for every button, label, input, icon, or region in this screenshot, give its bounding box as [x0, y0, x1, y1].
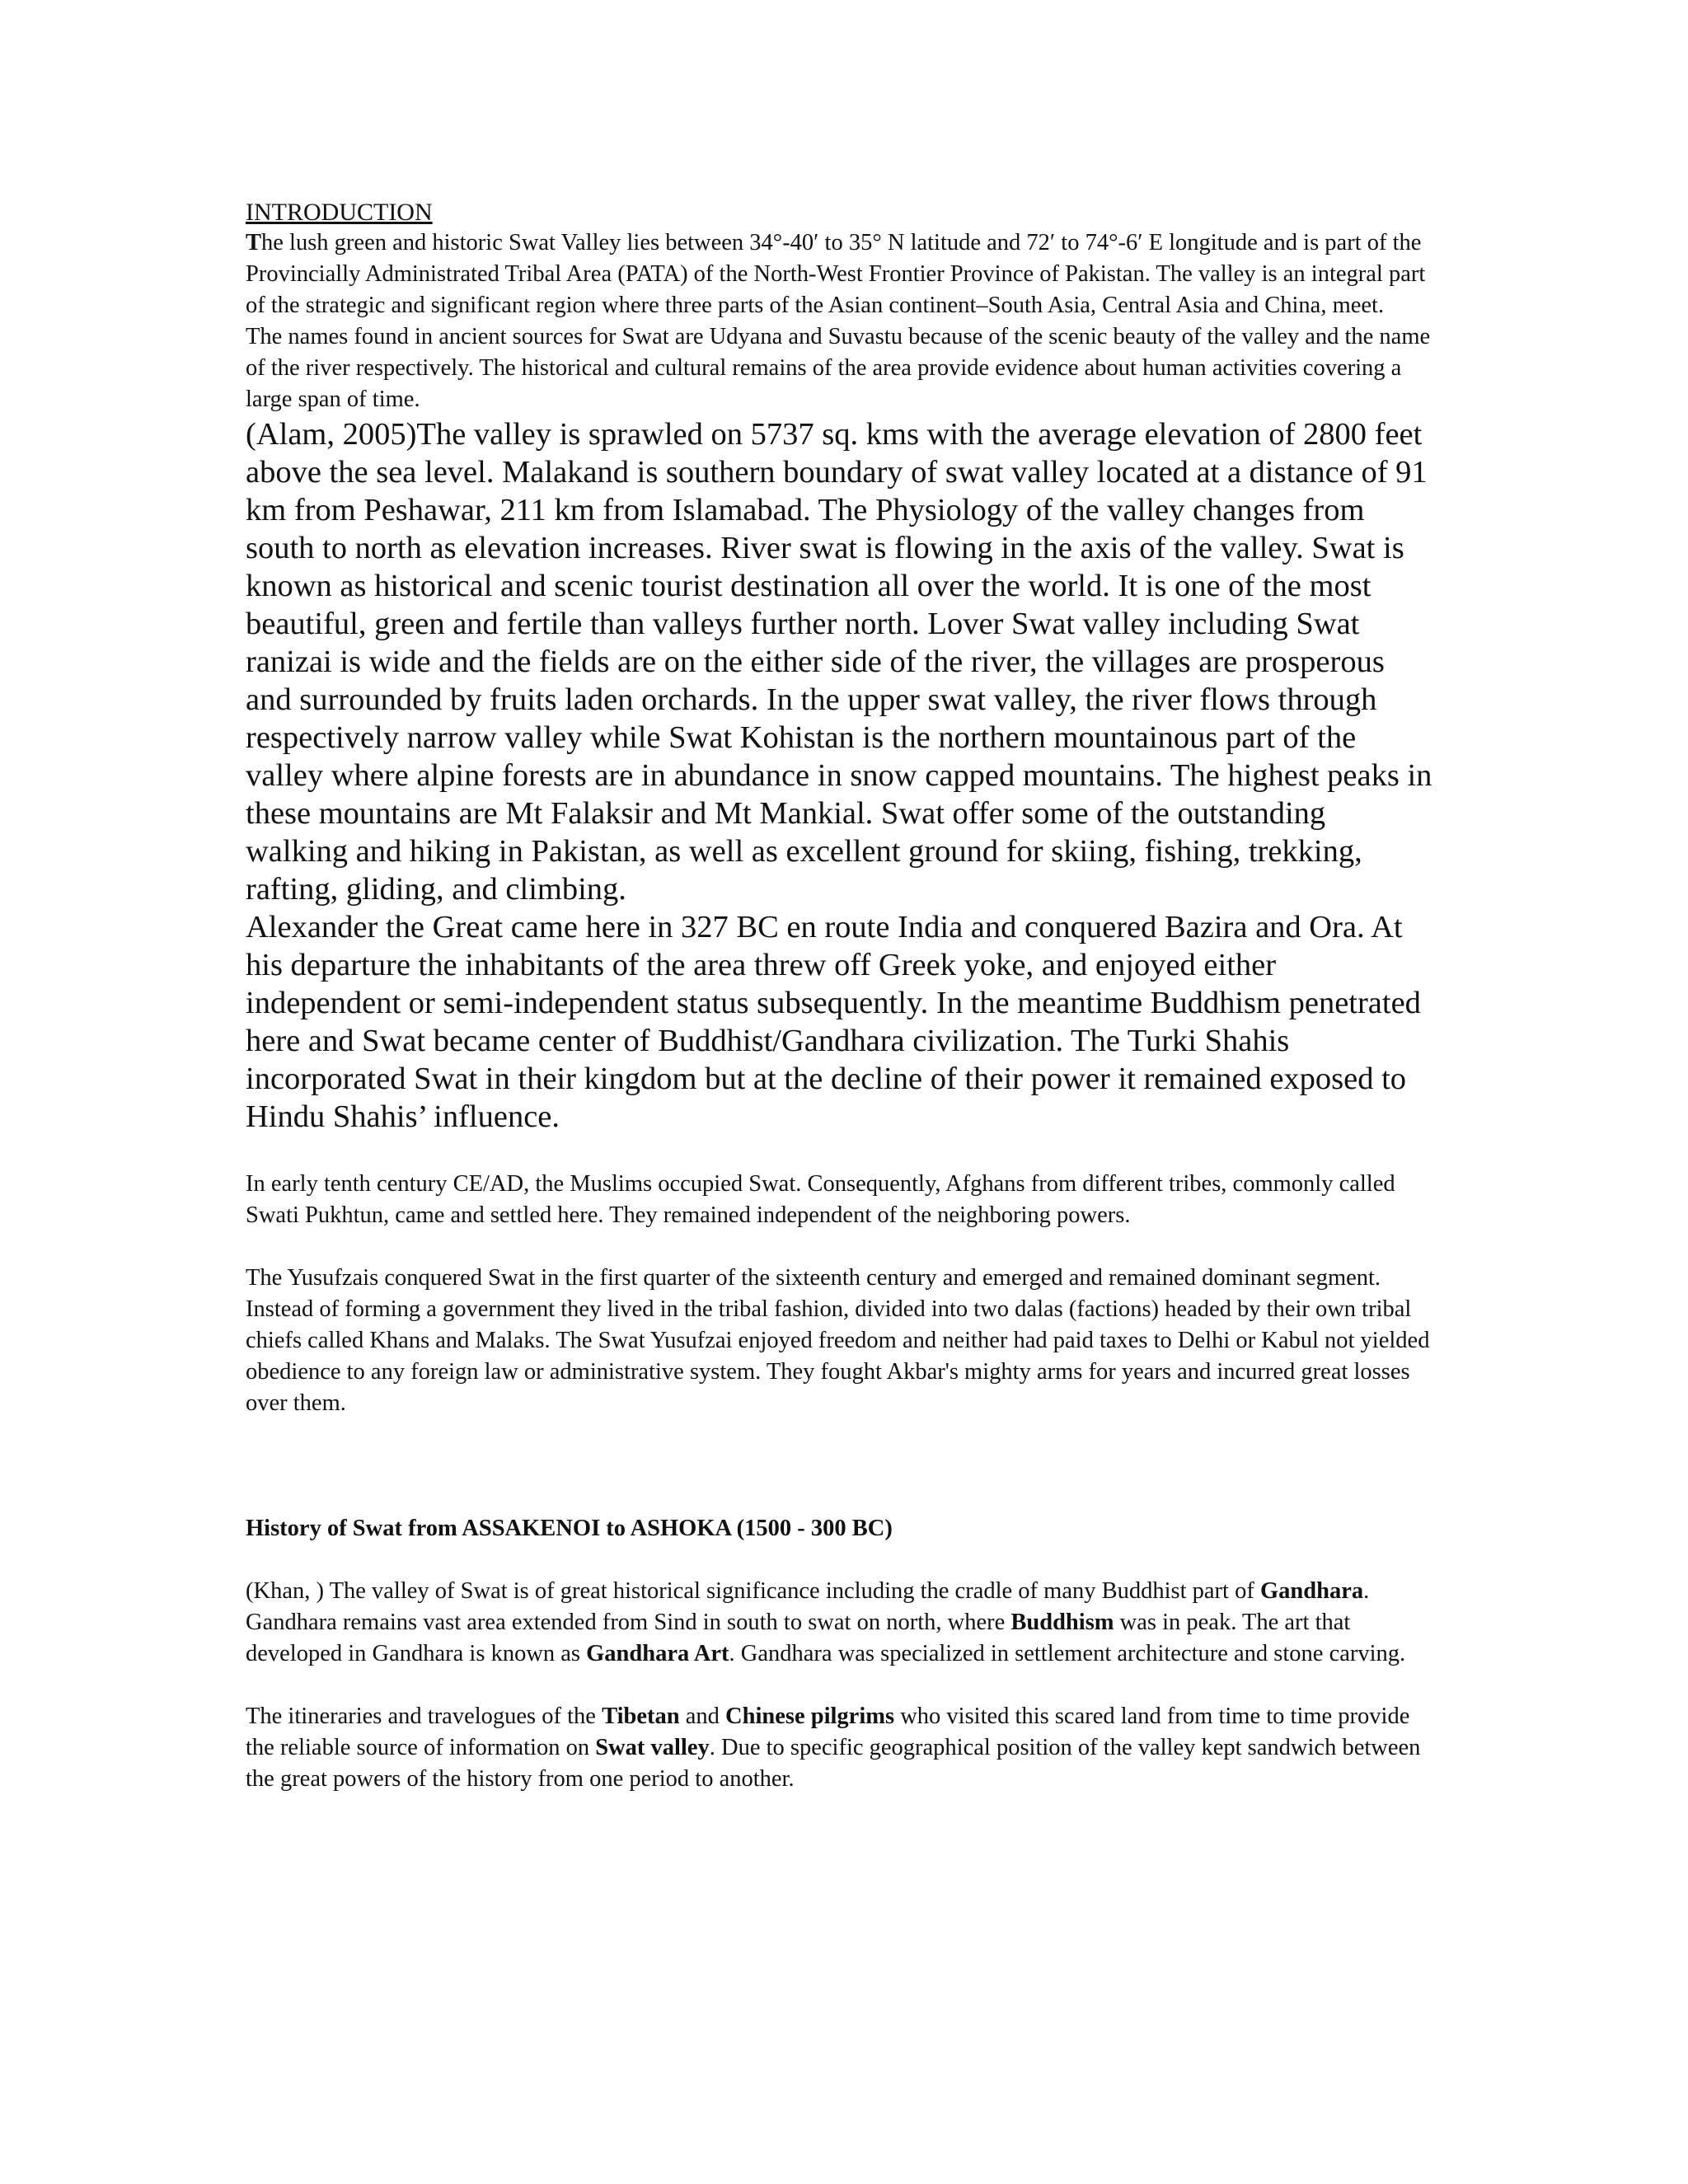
history-p2-bold-tibetan: Tibetan: [602, 1704, 680, 1729]
history-section-title: History of Swat from ASSAKENOI to ASHOKA (1500 - 300 BC): [246, 1516, 893, 1541]
intro-paragraph-3: (Alam, 2005)The valley is sprawled on 5737 sq. kms with the average elevation of 2800 feet above the sea level. Malakand is southern boundary of swat valley located at a distance of 91 km from Peshawar, 211 km from Islamabad. The Physiology of the valley changes from south to north as elevation increases. River swat is flowing in the axis of the valley. Swat is known as historical and scenic tourist destination all over the world. It is one of the most beautiful, green and fertile than valleys further north. Lover Swat valley including Swat ranizai is wide and the fields are on the either side of the river, the villages are prosperous and surrounded by fruits laden orchards. In the upper swat valley, the river flows through respectively narrow valley while Swat Kohistan is the northern mountainous part of the valley where alpine forests are in abundance in snow capped mountains. The highest peaks in these mountains are Mt Falaksir and Mt Mankial. Swat offer some of the outstanding walking and hiking in Pakistan, as well as excellent ground for skiing, fishing, trekking, rafting, gliding, and climbing.: [246, 417, 1432, 907]
document-page: [246, 198, 1432, 1795]
history-paragraph-1: [246, 1576, 1432, 1670]
history-p1-bold-gandhara-art: Gandhara Art: [586, 1641, 729, 1666]
history-p2-text-3: who visited this scared land from time to time provide the reliable source of information on: [246, 1704, 1410, 1760]
drop-letter: T: [246, 230, 262, 255]
intro-paragraph-4: Alexander the Great came here in 327 BC en route India and conquered Bazira and Ora. At his departure the inhabitants of the area threw off Greek yoke, and enjoyed either independent or semi-independent status subsequently. In the meantime Buddhism penetrated here and Swat became center of Buddhist/Gandhara civilization. The Turki Shahis incorporated Swat in their kingdom but at the decline of their power it remained exposed to Hindu Shahis’ influence.: [246, 910, 1421, 1134]
history-paragraph-2: [246, 1701, 1432, 1795]
history-p2-text-1: The itineraries and travelogues of the: [246, 1704, 603, 1729]
introduction-heading: INTRODUCTION: [246, 199, 433, 226]
history-p2-bold-chinese-pilgrims: Chinese pilgrims: [725, 1704, 895, 1729]
intro-paragraph-2: The names found in ancient sources for Swat are Udyana and Suvastu because of the scenic beauty of the valley and the name of the river respectively. The historical and cultural remains of the area provide evidence about human activities covering a large span of time.: [246, 324, 1431, 412]
intro-paragraph-1: [246, 227, 1432, 321]
history-p1-text-2: . Gandhara remains vast area extended from Sind in south to swat on north, where: [246, 1578, 1370, 1635]
history-p1-bold-gandhara: Gandhara: [1259, 1578, 1364, 1604]
history-p1-bold-buddhism: Buddhism: [1010, 1610, 1114, 1635]
history-p2-bold-swat-valley: Swat valley: [595, 1735, 710, 1760]
history-p2-text-2: and: [679, 1704, 726, 1729]
history-p2-text-4: . Due to specific geographical position of the valley kept sandwich between the great powers of the history from one period to another.: [246, 1735, 1421, 1792]
history-p1-text-3: was in peak. The art that developed in Gandhara is known as: [246, 1610, 1351, 1666]
history-p1-text-1: (Khan, ) The valley of Swat is of great historical significance including the cradle of many Buddhist part of: [246, 1578, 1260, 1604]
intro-paragraph-1-text: he lush green and historic Swat Valley lies between 34°-40′ to 35° N latitude and 72′ to 74°-6′ E longitude and is part of the Provincially Administrated Tribal Area (PATA) of the North-West Frontier Province of Pakistan. The valley is an integral part of the strategic and significant region where three parts of the Asian continent–South Asia, Central Asia and China, meet.: [246, 230, 1426, 318]
history-p1-text-4: . Gandhara was specialized in settlement architecture and stone carving.: [729, 1641, 1406, 1666]
intro-paragraph-5: In early tenth century CE/AD, the Muslims occupied Swat. Consequently, Afghans from different tribes, commonly called Swati Pukhtun, came and settled here. They remained independent of the neighboring powers.: [246, 1171, 1395, 1228]
intro-paragraph-6: The Yusufzais conquered Swat in the first quarter of the sixteenth century and emerged and remained dominant segment. Instead of forming a government they lived in the tribal fashion, divided into two dalas (factions) headed by their own tribal chiefs called Khans and Malaks. The Swat Yusufzai enjoyed freedom and neither had paid taxes to Delhi or Kabul not yielded obedience to any foreign law or administrative system. They fought Akbar's mighty arms for years and incurred great losses over them.: [246, 1265, 1430, 1416]
